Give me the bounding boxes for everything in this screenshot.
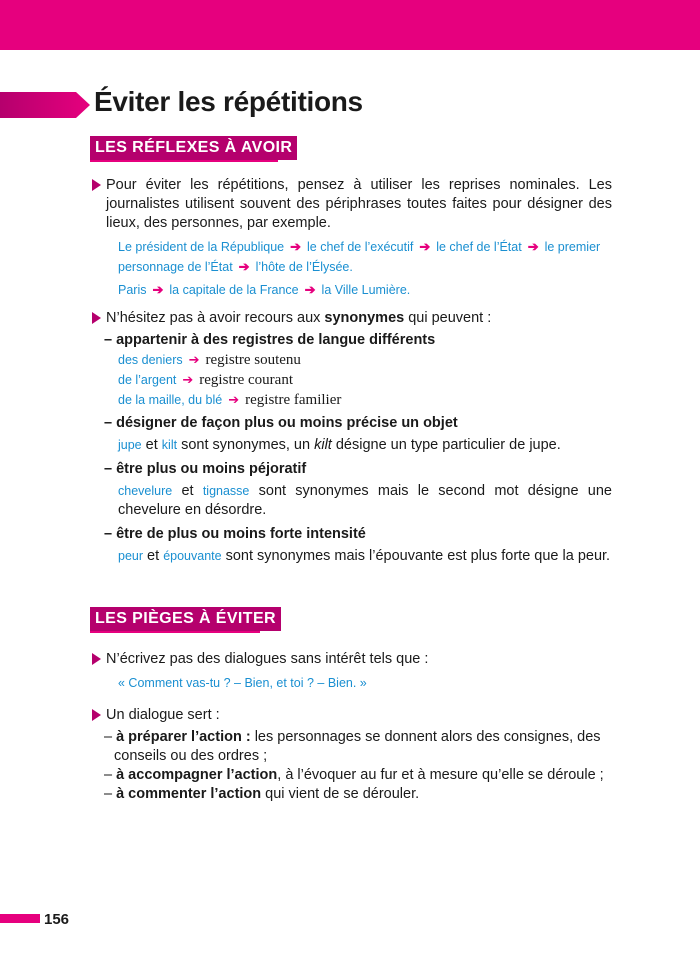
text: sont synonymes mais le second mot désigne une chevelure en désordre. bbox=[118, 483, 612, 518]
top-color-band bbox=[0, 0, 700, 50]
example-term: la capitale de la France bbox=[169, 283, 299, 297]
arrow-icon: ➔ bbox=[228, 392, 240, 407]
section-heading-reflexes: LES RÉFLEXES À AVOIR bbox=[90, 136, 297, 160]
list-item bbox=[104, 766, 612, 785]
registre-row bbox=[118, 370, 612, 390]
registre-label: registre soutenu bbox=[205, 352, 301, 368]
example-term: le chef de l’État bbox=[436, 240, 522, 254]
bullet-paragraph bbox=[92, 706, 612, 725]
paragraph-text: Un dialogue sert : bbox=[106, 707, 220, 723]
example-term: la Ville Lumière. bbox=[321, 283, 411, 297]
text: sont synonymes, un bbox=[177, 437, 315, 453]
registre-list bbox=[92, 350, 612, 410]
example-term: Paris bbox=[118, 283, 147, 297]
bullet-triangle-icon bbox=[92, 312, 101, 324]
bullet-dialogues bbox=[92, 650, 612, 693]
arrow-icon: ➔ bbox=[419, 239, 431, 254]
registre-label: registre courant bbox=[199, 372, 293, 388]
arrow-icon: ➔ bbox=[290, 239, 302, 254]
list-item bbox=[104, 785, 612, 804]
subheading-pejoratif: – être plus ou moins péjoratif bbox=[104, 461, 307, 477]
dash: – bbox=[104, 786, 117, 802]
bullet-dialogue-role bbox=[92, 706, 612, 804]
arrow-icon: ➔ bbox=[238, 259, 250, 274]
list-item bbox=[104, 728, 612, 766]
example-sentence bbox=[92, 482, 612, 520]
example-term: des deniers bbox=[118, 353, 183, 367]
text: sont synonymes mais l’épouvante est plus forte que la peur. bbox=[221, 548, 611, 564]
text: désigne un type particulier de jupe. bbox=[331, 437, 561, 453]
bullet-synonymes bbox=[92, 309, 612, 566]
section-rule bbox=[90, 160, 278, 162]
dash: – bbox=[104, 767, 117, 783]
arrow-icon: ➔ bbox=[182, 372, 194, 387]
example-term: le chef de l’exécutif bbox=[307, 240, 414, 254]
bullet-triangle-icon bbox=[92, 709, 101, 721]
arrow-icon: ➔ bbox=[304, 282, 316, 297]
example-term: chevelure bbox=[118, 484, 173, 498]
registre-label: registre familier bbox=[245, 392, 342, 408]
bullet-triangle-icon bbox=[92, 179, 101, 191]
registre-row bbox=[118, 350, 612, 370]
text: , à l’évoquer au fur et à mesure qu’elle se déroule ; bbox=[277, 767, 604, 783]
footer-color-band bbox=[0, 914, 40, 923]
example-term: de la maille, du blé bbox=[118, 393, 223, 407]
registre-row bbox=[118, 390, 612, 410]
paragraph-text: qui peuvent : bbox=[404, 310, 492, 326]
arrow-icon: ➔ bbox=[188, 352, 200, 367]
section-rule bbox=[90, 631, 260, 633]
text: et bbox=[143, 548, 164, 564]
subheading-registres: – appartenir à des registres de langue différents bbox=[104, 332, 436, 348]
example-sentence bbox=[92, 547, 612, 566]
bullet-paragraph bbox=[92, 176, 612, 233]
bullet-reprises bbox=[92, 176, 612, 300]
text: et bbox=[141, 437, 162, 453]
example-term: tignasse bbox=[202, 484, 250, 498]
example-term: jupe bbox=[118, 438, 142, 452]
example-term: kilt bbox=[161, 438, 178, 452]
example-periphrases-1 bbox=[92, 237, 612, 277]
example-term: épouvante bbox=[163, 549, 222, 563]
subheading-intensite: – être de plus ou moins forte intensité bbox=[104, 526, 366, 542]
example-sentence bbox=[92, 436, 612, 455]
example-term: le premier personnage de l’État bbox=[118, 240, 601, 274]
paragraph-text: N’écrivez pas des dialogues sans intérêt tels que : bbox=[106, 651, 429, 667]
dash: – bbox=[104, 729, 117, 745]
keyword: à accompagner l’action bbox=[116, 767, 278, 783]
example-periphrases-2 bbox=[92, 280, 612, 300]
keyword: à préparer l’action : bbox=[116, 729, 251, 745]
text: et bbox=[172, 483, 203, 499]
bullet-paragraph bbox=[92, 650, 612, 669]
page-title: Éviter les répétitions bbox=[94, 86, 363, 117]
italic-term: kilt bbox=[314, 437, 332, 453]
bullet-paragraph bbox=[92, 309, 612, 328]
arrow-icon: ➔ bbox=[152, 282, 164, 297]
example-term: peur bbox=[118, 549, 144, 563]
text: les personnages se donnent alors des consignes, des conseils ou des ordres ; bbox=[114, 729, 601, 764]
text: qui vient de se dérouler. bbox=[261, 786, 420, 802]
paragraph-text: Pour éviter les répétitions, pensez à utiliser les reprises nominales. Les journalistes utilisent souvent des périphrases toutes faites pour désigner des lieux, des personnes, par exemple. bbox=[106, 177, 612, 231]
section-heading-pieges: LES PIÈGES À ÉVITER bbox=[90, 607, 281, 631]
example-term: de l’argent bbox=[118, 373, 177, 387]
keyword: à commenter l’action bbox=[116, 786, 262, 802]
example-term: Le président de la République bbox=[118, 240, 285, 254]
bullet-triangle-icon bbox=[92, 653, 101, 665]
role-list bbox=[92, 728, 612, 804]
keyword-synonymes: synonymes bbox=[324, 310, 405, 326]
arrow-icon: ➔ bbox=[527, 239, 539, 254]
subheading-precision: – désigner de façon plus ou moins précise un objet bbox=[104, 415, 458, 431]
example-term: l’hôte de l’Élysée. bbox=[255, 260, 353, 274]
example-dialogue: « Comment vas-tu ? – Bien, et toi ? – Bien. » bbox=[118, 676, 367, 690]
page-number: 156 bbox=[44, 911, 70, 928]
title-arrow-icon bbox=[0, 92, 90, 118]
paragraph-text: N’hésitez pas à avoir recours aux bbox=[106, 310, 325, 326]
